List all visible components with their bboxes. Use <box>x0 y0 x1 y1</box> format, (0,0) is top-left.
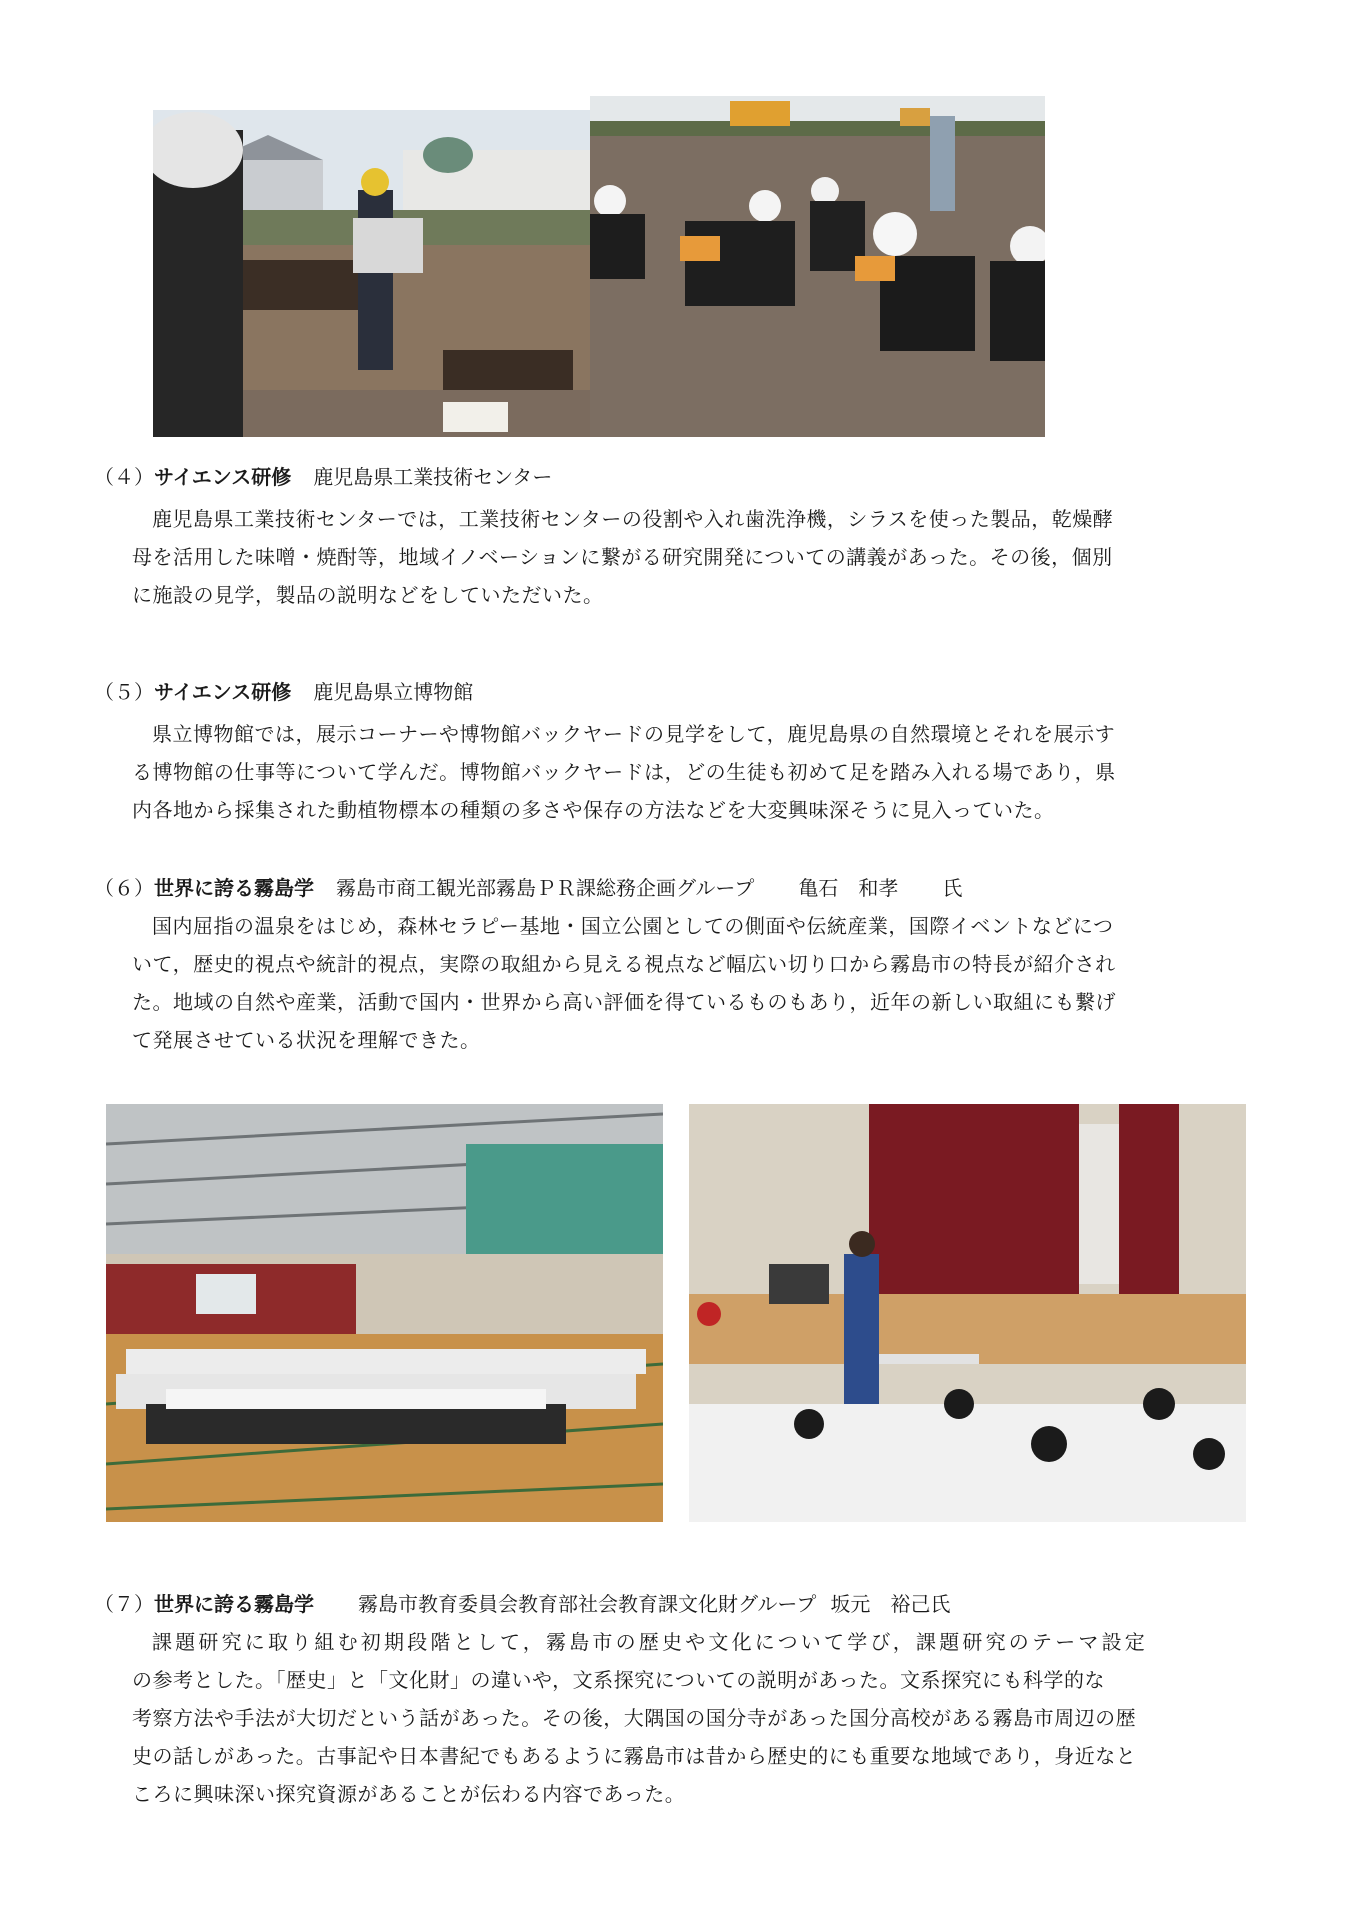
excavation-lecture-image <box>153 110 590 437</box>
excavation-students-photo <box>590 96 1045 437</box>
section-place: 鹿児島県工業技術センター <box>313 465 553 489</box>
section-number: （７） <box>94 1592 154 1616</box>
section-number: （６） <box>94 876 154 900</box>
speaker-honorific: 氏 <box>942 876 963 900</box>
section-heading <box>94 1589 1284 1619</box>
body-line: 県立博物館では，展示コーナーや博物館バックヤードの見学をして，鹿児島県の自然環境とそれを展示す <box>152 722 1116 746</box>
body-line: ころに興味深い探究資源があることが伝わる内容であった。 <box>132 1782 686 1806</box>
section-5 <box>94 677 1284 829</box>
section-place: 鹿児島県立博物館 <box>313 680 474 704</box>
body-line: て発展させている状況を理解できた。 <box>132 1028 481 1052</box>
body-line: 鹿児島県工業技術センターでは，工業技術センターの役割や入れ歯洗浄機，シラスを使った製品，乾燥酵 <box>152 507 1114 531</box>
section-heading <box>94 677 1284 707</box>
body-line: た。地域の自然や産業，活動で国内・世界から高い評価を得ているものもあり，近年の新しい取組にも繋げ <box>132 990 1116 1014</box>
excavation-students-image <box>590 96 1045 437</box>
section-4 <box>94 462 1284 614</box>
excavation-lecture-photo <box>153 110 590 437</box>
speaker-name: 坂元 裕己 <box>830 1592 931 1616</box>
section-place: 霧島市教育委員会教育部社会教育課文化財グループ <box>358 1592 817 1616</box>
section-place: 霧島市商工観光部霧島ＰＲ課総務企画グループ <box>336 876 755 900</box>
gymnasium-students-photo <box>106 1104 663 1522</box>
body-line: 母を活用した味噌・焼酎等，地域イノベーションに繋がる研究開発についての講義があった。その後，個別 <box>132 545 1113 569</box>
body-line: に施設の見学，製品の説明などをしていただいた。 <box>132 583 604 607</box>
section-number: （４） <box>94 465 154 489</box>
stage-lecture-photo <box>689 1104 1246 1522</box>
section-7 <box>94 1589 1284 1813</box>
speaker-name: 亀石 和孝 <box>798 876 899 900</box>
gymnasium-students-image <box>106 1104 663 1522</box>
section-heading <box>94 462 1284 492</box>
section-6 <box>94 873 1284 1059</box>
body-line: 史の話しがあった。古事記や日本書紀でもあるように霧島市は昔から歴史的にも重要な地域であり，身近なと <box>132 1744 1137 1768</box>
body-line: 国内屈指の温泉をはじめ，森林セラピー基地・国立公園としての側面や伝統産業，国際イベントなどにつ <box>152 914 1114 938</box>
stage-lecture-image <box>689 1104 1246 1522</box>
body-line: 内各地から採集された動植物標本の種類の多さや保存の方法などを大変興味深そうに見入っていた。 <box>132 798 1055 822</box>
section-title: サイエンス研修 <box>154 465 292 489</box>
body-line: の参考とした。「歴史」と「文化財」の違いや，文系探究についての説明があった。文系探究にも科学的な <box>132 1668 1105 1692</box>
body-line: いて，歴史的視点や統計的視点，実際の取組から見える視点など幅広い切り口から霧島市の特長が紹介され <box>132 952 1116 976</box>
body-line: る博物館の仕事等について学んだ。博物館バックヤードは，どの生徒も初めて足を踏み入れる場であり，県 <box>132 760 1116 784</box>
section-number: （５） <box>94 680 154 704</box>
body-line: 課題研究に取り組む初期段階として，霧島市の歴史や文化について学び，課題研究のテーマ設定 <box>152 1630 1148 1654</box>
section-heading <box>94 873 1284 903</box>
body-line: 考察方法や手法が大切だという話があった。その後，大隅国の国分寺があった国分高校がある霧島市周辺の歴 <box>132 1706 1137 1730</box>
speaker-honorific: 氏 <box>930 1592 951 1616</box>
section-title: サイエンス研修 <box>154 680 292 704</box>
section-title: 世界に誇る霧島学 <box>154 876 314 900</box>
section-title: 世界に誇る霧島学 <box>154 1592 314 1616</box>
